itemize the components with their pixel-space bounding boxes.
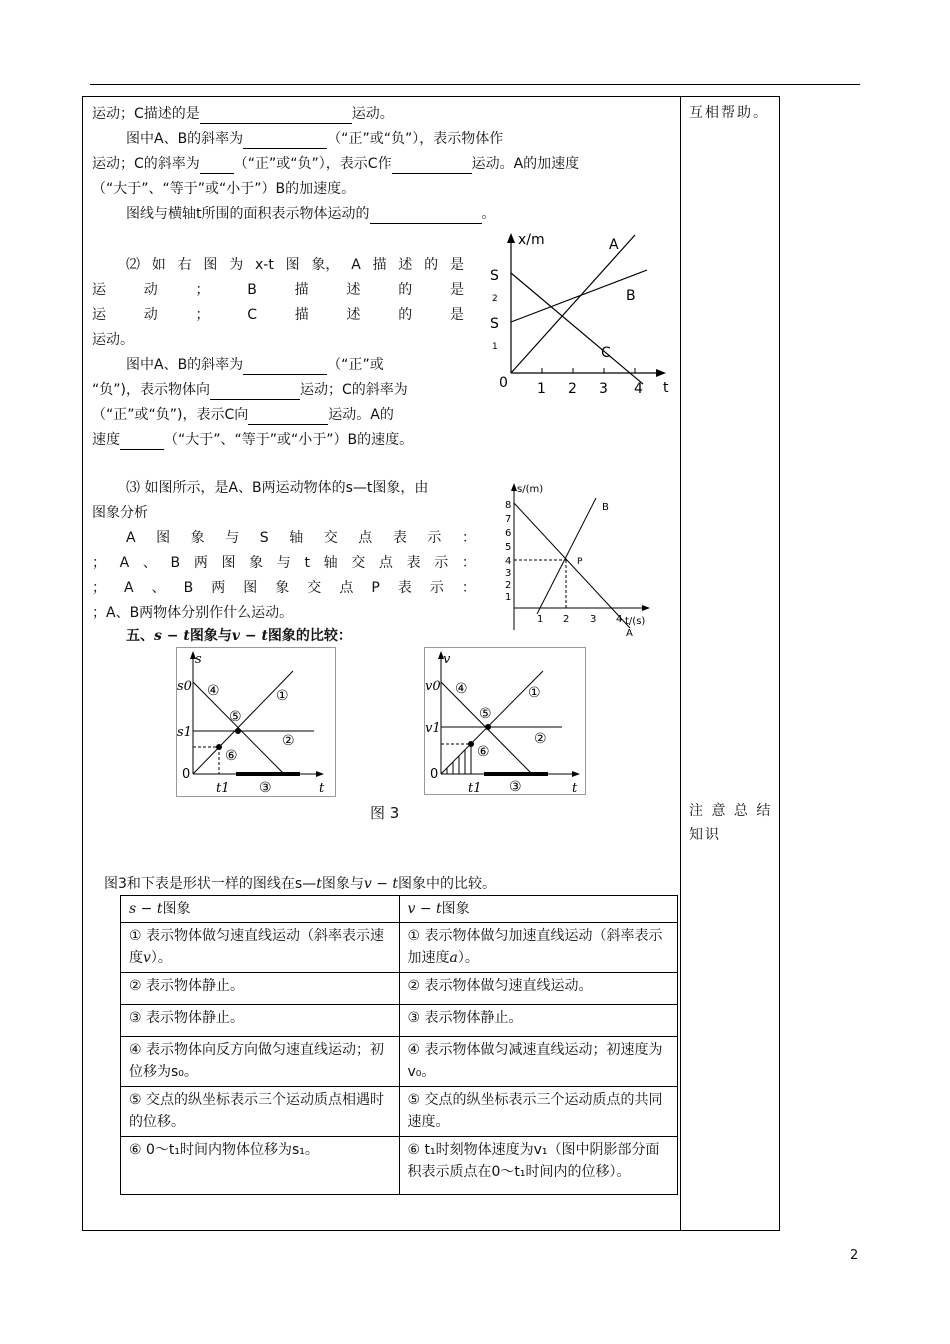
table-header-row: [121, 896, 678, 923]
circled-6: ⑥: [225, 748, 238, 764]
p2-line2: 运 动 ； B 描 述 的 是: [92, 282, 464, 298]
circled-2: ②: [282, 733, 295, 749]
circled-1: ①: [528, 685, 541, 701]
p3-line5: ； A 、 B 两 图 象 交 点 P 表 示 ：: [92, 580, 476, 596]
s1-sub: 1: [492, 342, 498, 352]
answer-blank[interactable]: [243, 358, 327, 375]
circled-1: ①: [276, 688, 289, 704]
p1-line4: （“大于”、“等于”或“小于”）B的加速度。: [92, 181, 356, 197]
p3-line1: ⑶ 如图所示，是A、B两运动物体的s—t图象，由: [126, 480, 429, 496]
x-axis-arrow: [642, 605, 650, 611]
answer-blank[interactable]: [200, 157, 234, 174]
st-graph: [490, 478, 660, 638]
side-note-help: 互相帮助。: [689, 105, 769, 121]
x-axis-arrow: [316, 771, 324, 777]
table-cell: ③ 表示物体静止。: [399, 1005, 678, 1037]
x-tick-label: 2: [563, 614, 570, 625]
intersection-point: [235, 728, 241, 734]
s2-sub: 2: [492, 294, 498, 304]
side-note-summary-1: 注 意 总 结: [689, 803, 773, 819]
y-tick-label: 6: [505, 528, 512, 539]
svg-text:t1: t1: [216, 781, 230, 796]
y-tick-label: 4: [505, 556, 512, 567]
label-A: A: [609, 237, 619, 253]
figure-caption: 图 3: [370, 804, 400, 822]
table-cell: ① 表示物体做匀速直线运动（斜率表示速度v）。: [121, 923, 400, 973]
p2-line6: “负”)，表示物体向 运动；C的斜率为: [92, 382, 408, 398]
line-C: [511, 273, 643, 384]
svg-text:s1: s1: [177, 725, 192, 740]
column-divider: [680, 96, 681, 1231]
answer-blank[interactable]: [392, 157, 472, 174]
circled-4: ④: [455, 681, 468, 697]
answer-blank[interactable]: [248, 408, 328, 425]
svg-text:t: t: [319, 781, 325, 796]
s2-label: S: [490, 268, 499, 284]
svg-text:v1: v1: [425, 721, 441, 736]
xt-graph: [480, 225, 680, 400]
p3-line4: ； A 、 B 两 图 象 与 t 轴 交 点 表 示 ：: [92, 555, 476, 571]
x-tick-label: 3: [599, 381, 608, 397]
p1-line1: 运动；C描述的是 运动。: [92, 106, 394, 122]
table-cell: ① 表示物体做匀加速直线运动（斜率表示加速度a）。: [399, 923, 678, 973]
svg-text:s: s: [195, 652, 202, 667]
s1-label: S: [490, 316, 499, 332]
point-t1: [468, 741, 474, 747]
table-row: [121, 1137, 678, 1195]
point-t1: [216, 744, 222, 750]
y-tick-label: 7: [505, 514, 512, 525]
x-label: t/(s): [625, 616, 646, 627]
table-cell: ⑤ 交点的纵坐标表示三个运动质点的共同速度。: [399, 1087, 678, 1137]
p3-line2: 图象分析: [92, 505, 148, 521]
svg-text:0: 0: [430, 767, 439, 782]
answer-blank[interactable]: [243, 132, 327, 149]
line-A: [514, 503, 630, 628]
header-rule: [90, 84, 860, 85]
x-tick-label: 1: [537, 381, 546, 397]
table-cell: ② 表示物体做匀速直线运动。: [399, 973, 678, 1005]
svg-text:v: v: [443, 652, 451, 667]
table-cell: ⑥ 0～t₁时间内物体位移为s₁。: [121, 1137, 400, 1195]
x-axis-arrow: [572, 771, 580, 777]
table-cell: ⑥ t₁时刻物体速度为v₁（图中阴影部分面积表示质点在0～t₁时间内的位移）。: [399, 1137, 678, 1195]
origin-label: 0: [499, 375, 508, 391]
circled-4: ④: [207, 683, 220, 699]
table-row: [121, 1037, 678, 1087]
x-label: t: [663, 380, 669, 396]
table-row: [121, 1087, 678, 1137]
svg-text:t1: t1: [468, 781, 482, 795]
line-A: [511, 235, 635, 373]
y-label: x/m: [518, 232, 545, 248]
y-tick-label: 8: [505, 500, 512, 511]
svg-text:s0: s0: [177, 679, 192, 694]
p3-line3: A 图 象 与 S 轴 交 点 表 示 ：: [126, 530, 476, 546]
p2-line3: 运 动 ； C 描 述 的 是: [92, 307, 464, 323]
table-cell: ④ 表示物体向反方向做匀速直线运动；初位移为s₀。: [121, 1037, 400, 1087]
table-cell: ④ 表示物体做匀减速直线运动；初速度为v₀。: [399, 1037, 678, 1087]
header-cell-vt: v − t图象: [399, 896, 678, 923]
y-tick-label: 2: [505, 580, 512, 591]
x-tick-label: 2: [568, 381, 577, 397]
table-row: [121, 923, 678, 973]
p3-line6: ；A、B两物体分别作什么运动。: [92, 605, 294, 621]
table-row: [121, 1005, 678, 1037]
table-cell: ② 表示物体静止。: [121, 973, 400, 1005]
table-row: [121, 973, 678, 1005]
x-axis-arrow: [656, 369, 666, 377]
label-B: B: [626, 288, 636, 304]
p2-line4: 运动。: [92, 332, 134, 348]
table-cell: ⑤ 交点的纵坐标表示三个运动质点相遇时的位移。: [121, 1087, 400, 1137]
x-tick-label: 3: [590, 614, 597, 625]
y-tick-label: 3: [505, 568, 512, 579]
x-tick-label: 4: [634, 381, 643, 397]
p2-line8: 速度 （“大于”、“等于”或“小于”）B的速度。: [92, 432, 414, 448]
answer-blank[interactable]: [370, 207, 482, 224]
answer-blank[interactable]: [200, 107, 352, 124]
label-A: A: [626, 628, 633, 638]
p2-line5: 图中A、B的斜率为 （“正”或: [126, 357, 384, 373]
x-tick-label: 4: [616, 614, 623, 625]
y-label: s/(m): [517, 484, 544, 495]
x-tick-label: 1: [537, 614, 544, 625]
circled-5: ⑤: [229, 709, 242, 725]
header-cell-st: s − t图象: [121, 896, 400, 923]
comparison-table: [120, 895, 678, 1195]
y-axis-arrow: [507, 233, 515, 243]
table-intro: 图3和下表是形状一样的图线在s—t图象与v − t图象中的比较。: [104, 876, 497, 892]
circled-3: ③: [259, 780, 272, 796]
page-number: 2: [850, 1248, 859, 1263]
svg-text:t: t: [572, 781, 578, 795]
y-tick-label: 1: [505, 592, 512, 603]
answer-blank[interactable]: [120, 433, 164, 450]
y-tick-label: 5: [505, 542, 512, 553]
label-P: P: [577, 557, 583, 567]
circled-3: ③: [509, 779, 522, 795]
circled-2: ②: [534, 731, 547, 747]
side-note-summary-2: 知识: [689, 827, 721, 843]
st-comparison-figure: [176, 647, 336, 797]
svg-text:v0: v0: [425, 679, 441, 694]
table-cell: ③ 表示物体静止。: [121, 1005, 400, 1037]
circled-5: ⑤: [479, 706, 492, 722]
p1-line2: 图中A、B的斜率为 （“正”或“负”），表示物体作: [126, 131, 504, 147]
answer-blank[interactable]: [210, 383, 300, 400]
p2-line1: ⑵ 如 右 图 为 x-t 图 象， A 描 述 的 是: [126, 257, 464, 273]
section5-heading: 五、s − t图象与v − t图象的比较：: [126, 628, 352, 644]
svg-text:0: 0: [182, 767, 191, 782]
intersection-point: [485, 724, 491, 730]
p1-line3: 运动；C的斜率为 （“正”或“负”），表示C作 运动。A的加速度: [92, 156, 580, 172]
circled-6: ⑥: [477, 744, 490, 760]
label-B: B: [602, 502, 609, 513]
p1-line5: 图线与横轴t所围的面积表示物体运动的 。: [126, 206, 496, 222]
p2-line7: （“正”或“负”)，表示C向 运动。A的: [92, 407, 394, 423]
label-C: C: [601, 345, 611, 361]
vt-comparison-figure: [424, 647, 586, 795]
